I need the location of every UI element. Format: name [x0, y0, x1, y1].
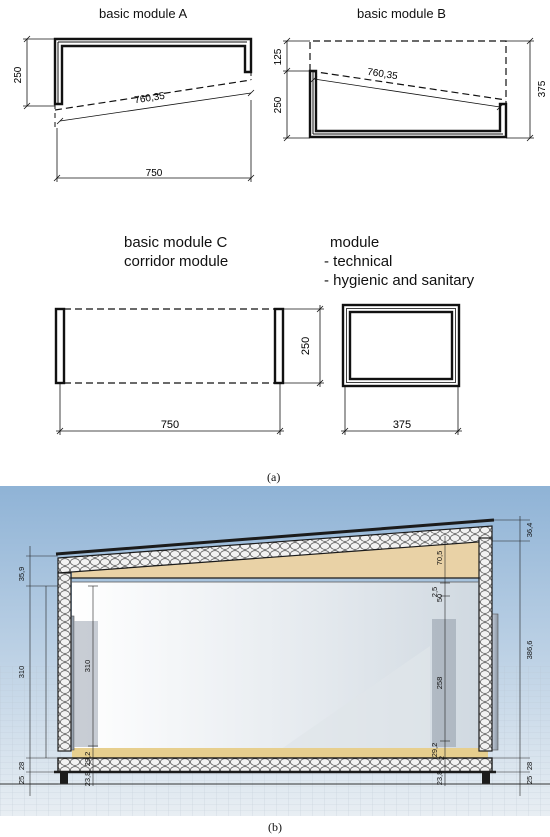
- left-wall: [58, 573, 71, 751]
- dim-center-ceiling: 70,5: [435, 550, 444, 566]
- right-support: [482, 772, 490, 784]
- dim-center-gap: 2,5: [430, 586, 439, 598]
- module-section: [0, 520, 550, 784]
- module-c-width-label: 750: [160, 419, 180, 431]
- dim-right-base: 25: [525, 775, 534, 785]
- module-a-outline: [55, 39, 251, 128]
- dim-center-lintel: 50: [435, 593, 444, 603]
- module-b-total-label: 375: [537, 80, 548, 98]
- panel-b-render: [0, 486, 550, 816]
- module-d-title-line2: - technical: [324, 253, 393, 270]
- module-b-diagonal-label: 760,35: [366, 66, 399, 83]
- dim-left-roof: 35,9: [17, 566, 26, 582]
- module-c-height-label: 250: [300, 336, 312, 356]
- module-c-outline: [56, 309, 283, 383]
- dim-inner-base: 23,8: [83, 771, 92, 787]
- module-b-outline: [310, 41, 506, 137]
- module-b-title: basic module B: [357, 6, 446, 21]
- dim-left-wall: 310: [17, 665, 26, 679]
- dim-right-floor: 28: [525, 761, 534, 771]
- dim-inner-wall: 310: [83, 659, 92, 673]
- module-a-title: basic module A: [99, 6, 188, 21]
- dim-right-wall: 386,6: [525, 640, 534, 660]
- dim-right-roof: 36,4: [525, 522, 534, 538]
- module-d-outline: [343, 305, 459, 386]
- module-d-width-label: 375: [392, 419, 412, 431]
- module-b-dimensions: [283, 38, 534, 141]
- module-c-title: [124, 233, 228, 271]
- left-support: [60, 772, 68, 784]
- dim-center-door: 258: [435, 676, 444, 690]
- module-d-title: [324, 233, 474, 290]
- module-b-height-label: 250: [273, 96, 284, 114]
- module-a-diagonal-label: 760,35: [133, 90, 166, 107]
- module-d-title-line3: - hygienic and sanitary: [324, 272, 475, 289]
- left-door-panel: [74, 621, 98, 747]
- dim-center-base: 23,8: [435, 770, 444, 786]
- dim-inner-floor: 29,2: [83, 751, 92, 767]
- module-a-width-label: 750: [145, 168, 163, 179]
- module-d-title-line1: module: [330, 234, 380, 251]
- dim-center-floor: 29,2: [430, 742, 439, 758]
- module-c-title-line2: corridor module: [124, 253, 229, 270]
- dim-left-floor: 28: [17, 761, 26, 771]
- panel-a-caption: (a): [267, 470, 281, 484]
- module-b-offset-label: 125: [273, 48, 284, 66]
- module-a-height-label: 250: [13, 66, 24, 84]
- panel-b-caption: (b): [268, 820, 282, 834]
- dim-left-base: 25: [17, 775, 26, 785]
- dim-center-small: 2: [437, 755, 446, 761]
- floor-insulation: [58, 755, 492, 772]
- module-c-title-line1: basic module C: [124, 234, 228, 251]
- right-wall: [479, 538, 492, 751]
